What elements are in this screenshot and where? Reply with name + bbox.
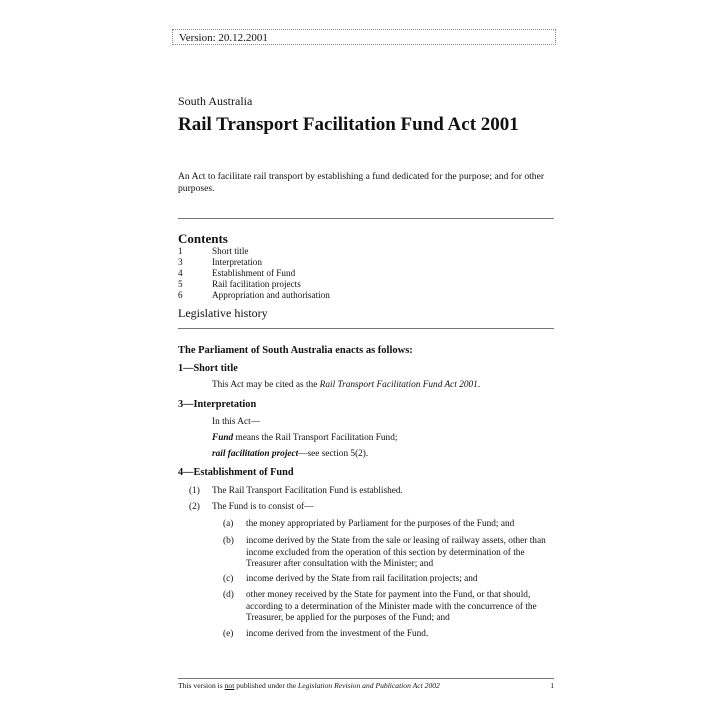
page-footer bbox=[178, 681, 554, 690]
paragraph-d bbox=[223, 590, 557, 625]
definition-fund bbox=[212, 433, 397, 445]
version-label: Version: 20.12.2001 bbox=[179, 32, 268, 44]
paragraph-e bbox=[223, 629, 557, 641]
paragraph-label: (a) bbox=[223, 519, 234, 529]
toc-label: Rail facilitation projects bbox=[212, 279, 301, 289]
toc-item[interactable] bbox=[178, 290, 330, 301]
footer-note bbox=[178, 681, 440, 690]
footer-text-mid: published under the bbox=[234, 681, 299, 690]
paragraph-c bbox=[223, 574, 557, 586]
definition-text: —see section 5(2). bbox=[298, 449, 369, 459]
toc-number: 5 bbox=[178, 279, 183, 289]
paragraph-text: the money appropriated by Parliament for the purposes of the Fund; and bbox=[246, 519, 515, 529]
paragraph-text: income derived by the State from rail facilitation projects; and bbox=[246, 574, 478, 584]
subsection-2 bbox=[189, 502, 314, 514]
s1-text-post: . bbox=[477, 380, 481, 390]
paragraph-label: (e) bbox=[223, 629, 234, 639]
s1-text-pre: This Act may be cited as the bbox=[212, 380, 320, 390]
definition-rail-project bbox=[212, 449, 368, 461]
toc-number: 6 bbox=[178, 290, 183, 300]
legislative-history-link[interactable]: Legislative history bbox=[178, 306, 268, 320]
subsection-label: (2) bbox=[189, 502, 200, 512]
toc-label: Interpretation bbox=[212, 257, 262, 267]
paragraph-label: (c) bbox=[223, 574, 234, 584]
subsection-label: (1) bbox=[189, 486, 200, 496]
definition-text: means the Rail Transport Facilitation Fund; bbox=[233, 433, 398, 443]
jurisdiction: South Australia bbox=[178, 94, 253, 108]
subsection-text: The Fund is to consist of— bbox=[212, 502, 314, 512]
footer-text-pre: This version is bbox=[178, 681, 225, 690]
long-title: An Act to facilitate rail transport by establishing a fund dedicated for the purpose; and for other purposes. bbox=[178, 171, 545, 194]
paragraph-b bbox=[223, 536, 557, 571]
version-box bbox=[172, 29, 556, 45]
section-1-heading: 1—Short title bbox=[178, 363, 238, 374]
footer-not: not bbox=[224, 681, 235, 690]
toc-label: Appropriation and authorisation bbox=[212, 290, 330, 300]
paragraph-text: income derived from the investment of the Fund. bbox=[246, 629, 429, 639]
footer-rule bbox=[178, 678, 554, 679]
paragraph-text: other money received by the State for payment into the Fund, or that should, according to a determination of the Minister made with the concurrence of the Treasurer, be applied for the purposes of the Fund; and bbox=[246, 590, 537, 623]
paragraph-label: (d) bbox=[223, 590, 234, 600]
footer-act-name: Legislation Revision and Publication Act 2002 bbox=[298, 681, 440, 690]
toc-label: Establishment of Fund bbox=[212, 268, 296, 278]
paragraph-label: (b) bbox=[223, 536, 234, 546]
divider bbox=[178, 328, 554, 329]
definition-term: rail facilitation project bbox=[212, 449, 299, 459]
toc-number: 3 bbox=[178, 257, 183, 267]
contents-list bbox=[178, 246, 330, 301]
toc-number: 4 bbox=[178, 268, 183, 278]
contents-heading: Contents bbox=[178, 231, 228, 246]
subsection-1 bbox=[189, 486, 403, 498]
section-3-intro: In this Act— bbox=[212, 417, 261, 427]
toc-item[interactable] bbox=[178, 268, 330, 279]
divider bbox=[178, 218, 554, 219]
section-4-heading: 4—Establishment of Fund bbox=[178, 467, 294, 478]
s1-act-name: Rail Transport Facilitation Fund Act 2001 bbox=[319, 380, 478, 390]
paragraph-text: income derived by the State from the sale or leasing of railway assets, other than income excluded from the operation of this section by determination of the Treasurer after consultation with the Minister; and bbox=[246, 536, 546, 569]
toc-number: 1 bbox=[178, 246, 183, 256]
definition-term: Fund bbox=[212, 433, 234, 443]
subsection-text: The Rail Transport Facilitation Fund is established. bbox=[212, 486, 403, 496]
enacting-words: The Parliament of South Australia enacts as follows: bbox=[178, 345, 413, 356]
paragraph-a bbox=[223, 519, 557, 531]
toc-item[interactable] bbox=[178, 257, 330, 268]
toc-label: Short title bbox=[212, 246, 249, 256]
page-number: 1 bbox=[550, 681, 554, 690]
toc-item[interactable] bbox=[178, 246, 330, 257]
section-1-text bbox=[212, 380, 480, 392]
toc-item[interactable] bbox=[178, 279, 330, 290]
section-3-heading: 3—Interpretation bbox=[178, 399, 257, 410]
act-title: Rail Transport Facilitation Fund Act 2001 bbox=[178, 114, 519, 135]
